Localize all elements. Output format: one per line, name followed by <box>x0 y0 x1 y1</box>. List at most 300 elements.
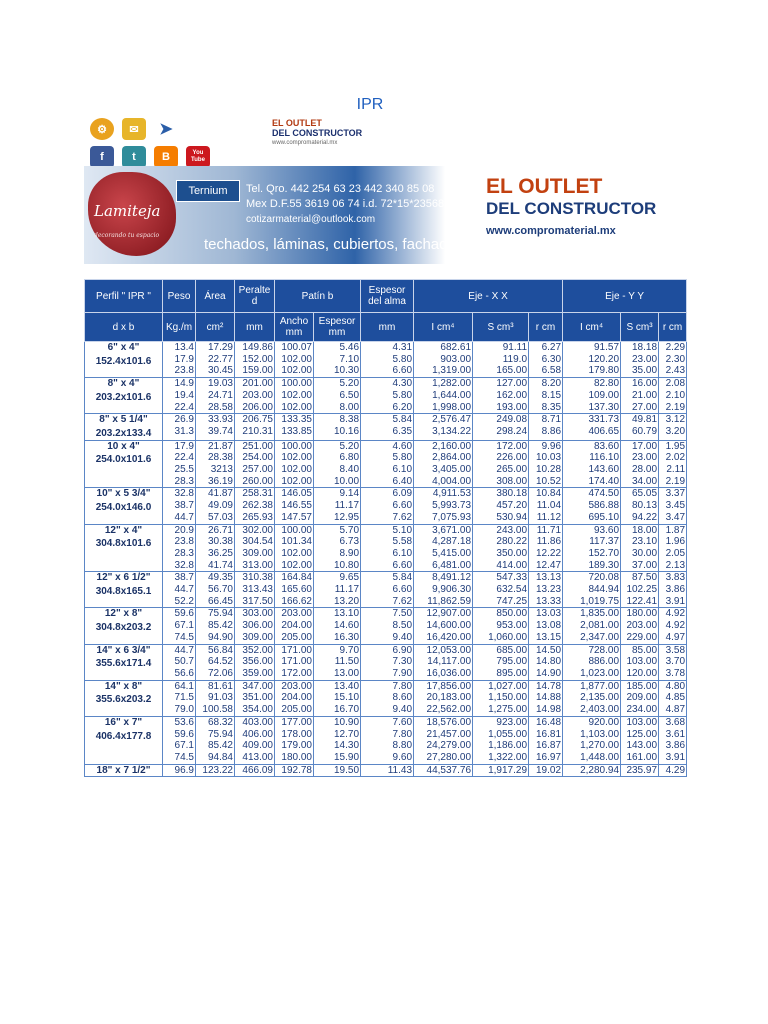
value: 102.00 <box>281 401 312 413</box>
value-cell <box>621 716 659 764</box>
profile-cell <box>85 342 163 378</box>
value-cell <box>414 644 473 680</box>
value-cell <box>563 524 621 572</box>
banner[interactable] <box>84 166 686 264</box>
value: 166.62 <box>281 595 312 607</box>
value-cell <box>414 488 473 524</box>
value: 1,150.00 <box>488 692 528 704</box>
value: 14.30 <box>333 740 360 752</box>
mail-icon[interactable]: ✉ <box>122 118 146 140</box>
value: 1.96 <box>665 536 686 548</box>
value: 15.90 <box>333 751 360 763</box>
value-cell <box>196 488 235 524</box>
value: 3.78 <box>665 667 686 679</box>
value-cell <box>659 414 687 440</box>
value-cell <box>275 644 314 680</box>
profile-cell <box>85 716 163 764</box>
value: 2.13 <box>665 559 686 571</box>
value: 6.40 <box>392 475 413 487</box>
value: 174.40 <box>588 475 620 487</box>
value: 23.00 <box>632 452 658 464</box>
value: 2.43 <box>665 365 686 377</box>
profile-metric: 304.8x165.1 <box>95 586 152 598</box>
header-dxb: d x b <box>85 313 163 342</box>
value: 309.00 <box>242 631 273 643</box>
value: 177.00 <box>281 716 312 728</box>
value-cell <box>563 572 621 608</box>
value: 547.33 <box>496 572 528 584</box>
value: 886.00 <box>588 656 620 668</box>
small-logo-url: www.compromaterial.mx <box>272 140 338 146</box>
value: 6.60 <box>392 500 413 512</box>
value-cell <box>659 342 687 378</box>
value-cell <box>621 488 659 524</box>
value-cell <box>314 764 361 777</box>
value: 161.00 <box>626 751 658 763</box>
value: 21,457.00 <box>426 728 472 740</box>
small-logo-line1: EL OUTLET <box>272 118 322 128</box>
small-logo[interactable] <box>272 118 362 148</box>
value-cell <box>235 680 275 716</box>
value: 146.05 <box>281 488 312 500</box>
value: 189.30 <box>588 559 620 571</box>
value: 14.88 <box>536 692 562 704</box>
value: 234.00 <box>626 704 658 716</box>
value: 13.08 <box>536 620 562 632</box>
value: 192.78 <box>281 764 312 776</box>
value: 356.00 <box>242 656 273 668</box>
value: 260.00 <box>242 475 273 487</box>
value-cell <box>163 524 196 572</box>
value: 6.60 <box>392 584 413 596</box>
value: 14.98 <box>536 704 562 716</box>
profile-nominal: 12" x 4" <box>104 524 143 536</box>
value: 14.60 <box>333 620 360 632</box>
value: 8.40 <box>339 464 360 476</box>
value-cell <box>473 440 529 488</box>
value: 747.25 <box>496 595 528 607</box>
value-cell <box>163 764 196 777</box>
value: 243.00 <box>496 524 528 536</box>
value: 57.03 <box>207 511 233 523</box>
profile-metric: 254.0x146.0 <box>95 502 152 514</box>
value: 1,448.00 <box>580 751 620 763</box>
value: 17,856.00 <box>426 680 472 692</box>
value: 102.25 <box>626 584 658 596</box>
value: 20.9 <box>174 524 194 536</box>
value-cell <box>163 414 196 440</box>
value-cell <box>473 524 529 572</box>
value: 30.45 <box>207 365 233 377</box>
value: 352.00 <box>242 644 273 656</box>
value-cell <box>196 414 235 440</box>
value: 5.80 <box>392 353 413 365</box>
value: 59.6 <box>174 728 194 740</box>
value: 34.00 <box>632 475 658 487</box>
value: 1,270.00 <box>580 740 620 752</box>
value: 17.29 <box>207 342 233 353</box>
value-cell <box>529 440 563 488</box>
value: 474.50 <box>588 488 620 500</box>
value: 2,403.00 <box>580 704 620 716</box>
value: 205.00 <box>281 704 312 716</box>
profile-row <box>85 644 687 680</box>
profile-nominal: 8" x 4" <box>107 378 140 390</box>
value: 10.52 <box>536 475 562 487</box>
value-cell <box>414 716 473 764</box>
value: 19.50 <box>333 764 360 776</box>
value-cell <box>414 608 473 644</box>
value: 5.10 <box>392 524 413 536</box>
value-cell <box>414 342 473 378</box>
value: 728.00 <box>588 644 620 656</box>
value-cell <box>659 608 687 644</box>
value: 632.54 <box>496 584 528 596</box>
value: 6.20 <box>392 401 413 413</box>
value: 251.00 <box>242 440 273 452</box>
value: 93.60 <box>594 524 620 536</box>
value: 4,004.00 <box>432 475 472 487</box>
value: 14.80 <box>536 656 562 668</box>
share-icon[interactable]: ➤ <box>154 118 178 140</box>
value-cell <box>473 488 529 524</box>
value: 8.60 <box>392 692 413 704</box>
value-cell <box>473 378 529 414</box>
value: 3.68 <box>665 716 686 728</box>
value: 12.47 <box>536 559 562 571</box>
value: 2.29 <box>665 342 686 353</box>
value-cell <box>529 572 563 608</box>
value: 13.20 <box>333 595 360 607</box>
value: 1,023.00 <box>580 667 620 679</box>
value: 102.00 <box>281 475 312 487</box>
value: 2.02 <box>665 452 686 464</box>
value: 203.00 <box>281 608 312 620</box>
value-cell <box>361 524 414 572</box>
value: 14.90 <box>536 667 562 679</box>
value-cell <box>563 644 621 680</box>
value-cell <box>163 572 196 608</box>
value: 24.71 <box>207 389 233 401</box>
value: 4.60 <box>392 440 413 452</box>
header-perfil: Perfil " IPR " <box>85 280 163 313</box>
value: 72.06 <box>207 667 233 679</box>
value-cell <box>163 488 196 524</box>
value-cell <box>275 764 314 777</box>
ipr-table <box>84 279 687 777</box>
value-cell <box>563 414 621 440</box>
value: 103.00 <box>626 656 658 668</box>
value: 226.00 <box>496 452 528 464</box>
value: 1,282.00 <box>432 378 472 390</box>
value: 65.05 <box>632 488 658 500</box>
value-cell <box>275 440 314 488</box>
value: 165.60 <box>281 584 312 596</box>
value: 19.02 <box>536 764 562 776</box>
value: 265.93 <box>242 511 273 523</box>
value: 265.00 <box>496 464 528 476</box>
value: 13.33 <box>536 595 562 607</box>
value: 3,134.22 <box>432 425 472 437</box>
value-cell <box>235 764 275 777</box>
value: 13.15 <box>536 631 562 643</box>
value: 2,280.94 <box>580 764 620 776</box>
value: 50.7 <box>174 656 194 668</box>
value: 1,835.00 <box>580 608 620 620</box>
value-cell <box>529 488 563 524</box>
value: 10.00 <box>333 475 360 487</box>
value: 6.10 <box>392 464 413 476</box>
value-cell <box>563 342 621 378</box>
value: 127.00 <box>496 378 528 390</box>
profile-metric: 304.8x203.2 <box>95 622 152 634</box>
value-cell <box>196 680 235 716</box>
ternium-badge: Ternium <box>176 180 240 202</box>
value: 28.3 <box>174 475 194 487</box>
value: 1,877.00 <box>580 680 620 692</box>
value: 4,911.53 <box>432 488 472 500</box>
value-cell <box>621 440 659 488</box>
value: 68.32 <box>207 716 233 728</box>
value: 10.90 <box>333 716 360 728</box>
value: 3.91 <box>665 595 686 607</box>
value: 4.92 <box>665 620 686 632</box>
value-cell <box>196 608 235 644</box>
value: 4.80 <box>665 680 686 692</box>
profile-nominal: 8" x 5 1/4" <box>99 414 148 426</box>
value-cell <box>659 716 687 764</box>
value-cell <box>314 414 361 440</box>
value: 317.50 <box>242 595 273 607</box>
banner-logo-line2: DEL CONSTRUCTOR <box>486 199 657 218</box>
profile-row <box>85 488 687 524</box>
youtube-icon[interactable]: You Tube <box>186 146 210 168</box>
value: 152.70 <box>588 547 620 559</box>
value-cell <box>659 378 687 414</box>
value: 10.84 <box>536 488 562 500</box>
value: 8.20 <box>541 378 562 390</box>
value: 11.17 <box>334 584 360 596</box>
value: 1,322.00 <box>488 751 528 763</box>
value: 9.40 <box>392 704 413 716</box>
value: 8.90 <box>339 547 360 559</box>
value: 2.10 <box>665 389 686 401</box>
value: 5,415.00 <box>432 547 472 559</box>
value: 122.41 <box>626 595 658 607</box>
value: 80.13 <box>632 500 658 512</box>
value: 204.00 <box>281 692 312 704</box>
value-cell <box>235 342 275 378</box>
value: 3213 <box>210 464 233 476</box>
value: 56.6 <box>174 667 194 679</box>
value: 49.09 <box>207 500 233 512</box>
value: 6.27 <box>541 342 562 353</box>
value: 6.58 <box>541 365 562 377</box>
value: 7.80 <box>392 680 413 692</box>
value: 102.00 <box>281 464 312 476</box>
value: 258.31 <box>242 488 273 500</box>
value: 530.94 <box>496 511 528 523</box>
value-cell <box>196 764 235 777</box>
value: 7.30 <box>392 656 413 668</box>
value-cell <box>529 764 563 777</box>
value: 147.57 <box>281 511 312 523</box>
header-r-y: r cm <box>659 313 687 342</box>
value: 9.96 <box>541 440 562 452</box>
value: 12.95 <box>333 511 360 523</box>
value: 11.50 <box>334 656 360 668</box>
header-i-y: I cm⁴ <box>563 313 621 342</box>
value: 2,135.00 <box>580 692 620 704</box>
profile-nominal: 6" x 4" <box>107 342 140 353</box>
value: 13.03 <box>536 608 562 620</box>
value: 9.65 <box>339 572 360 584</box>
value-cell <box>414 414 473 440</box>
value-cell <box>361 608 414 644</box>
value: 210.31 <box>242 425 273 437</box>
value: 10.28 <box>536 464 562 476</box>
value: 3.45 <box>665 500 686 512</box>
value-cell <box>414 378 473 414</box>
value: 351.00 <box>242 692 273 704</box>
value: 19.4 <box>174 389 194 401</box>
value: 903.00 <box>440 353 472 365</box>
value: 920.00 <box>588 716 620 728</box>
value-cell <box>235 524 275 572</box>
header-eje-xx: Eje - X X <box>414 280 563 313</box>
value: 7.80 <box>392 728 413 740</box>
value: 83.60 <box>594 440 620 452</box>
value: 14,600.00 <box>426 620 472 632</box>
value: 11.43 <box>387 764 413 776</box>
value: 79.0 <box>174 704 194 716</box>
value-cell <box>314 680 361 716</box>
value: 16.70 <box>333 704 360 716</box>
value: 100.00 <box>281 524 312 536</box>
value-cell <box>621 342 659 378</box>
profile-nominal: 12" x 8" <box>104 608 143 620</box>
value: 16.30 <box>333 631 360 643</box>
value: 14.78 <box>536 680 562 692</box>
value: 16.87 <box>536 740 562 752</box>
value: 27,280.00 <box>426 751 472 763</box>
value: 172.00 <box>496 440 528 452</box>
lamiteja-brand: Lamiteja <box>94 202 161 220</box>
value-cell <box>473 764 529 777</box>
value-cell <box>659 572 687 608</box>
value-cell <box>314 378 361 414</box>
value: 4.29 <box>665 764 686 776</box>
twitter-icon[interactable]: t <box>122 146 146 168</box>
value: 2.19 <box>665 401 686 413</box>
header-i-x: I cm⁴ <box>414 313 473 342</box>
profile-row <box>85 524 687 572</box>
value: 6.35 <box>392 425 413 437</box>
value: 102.00 <box>281 365 312 377</box>
value-cell <box>361 440 414 488</box>
value: 85.42 <box>207 740 233 752</box>
value: 229.00 <box>626 631 658 643</box>
value: 123.22 <box>202 764 233 776</box>
rss-icon[interactable]: ⚙ <box>90 118 114 140</box>
value: 685.00 <box>496 644 528 656</box>
ipr-table-body <box>85 342 687 777</box>
value-cell <box>275 378 314 414</box>
value: 6.09 <box>392 488 413 500</box>
value: 21.00 <box>632 389 658 401</box>
value: 64.1 <box>174 680 194 692</box>
value: 206.00 <box>242 401 273 413</box>
value-cell <box>563 488 621 524</box>
value: 64.52 <box>207 656 233 668</box>
value: 91.57 <box>594 342 620 353</box>
value: 4.85 <box>665 692 686 704</box>
value: 203.00 <box>626 620 658 632</box>
value: 120.00 <box>626 667 658 679</box>
value: 953.00 <box>496 620 528 632</box>
value: 2.30 <box>665 353 686 365</box>
value: 6.73 <box>339 536 360 548</box>
value: 87.50 <box>632 572 658 584</box>
value: 23.10 <box>632 536 658 548</box>
value: 1.87 <box>665 524 686 536</box>
value-cell <box>235 414 275 440</box>
value: 103.00 <box>626 716 658 728</box>
value: 171.00 <box>281 644 312 656</box>
profile-cell <box>85 414 163 440</box>
value: 18,576.00 <box>426 716 472 728</box>
value: 1,060.00 <box>488 631 528 643</box>
value: 3.12 <box>665 414 686 426</box>
value: 457.20 <box>496 500 528 512</box>
value-cell <box>196 524 235 572</box>
profile-cell <box>85 608 163 644</box>
value: 36.19 <box>207 475 233 487</box>
value: 2,160.00 <box>432 440 472 452</box>
lamiteja-tag: decorando tu espacio <box>94 232 160 239</box>
blogger-icon[interactable]: B <box>154 146 178 168</box>
value: 3.86 <box>665 584 686 596</box>
value: 179.80 <box>588 365 620 377</box>
profile-row <box>85 764 687 777</box>
value: 11.71 <box>536 524 562 536</box>
value: 2.19 <box>665 475 686 487</box>
value: 5.46 <box>339 342 360 353</box>
value: 304.54 <box>242 536 273 548</box>
value: 30.38 <box>207 536 233 548</box>
value-cell <box>275 488 314 524</box>
value: 6.90 <box>392 644 413 656</box>
value: 1,186.00 <box>488 740 528 752</box>
value-cell <box>414 572 473 608</box>
value: 172.00 <box>281 667 312 679</box>
profile-nominal: 12" x 6 1/2" <box>96 572 151 584</box>
value: 6,481.00 <box>432 559 472 571</box>
value: 3,671.00 <box>432 524 472 536</box>
profile-nominal: 10 x 4" <box>107 440 140 452</box>
profile-row <box>85 440 687 488</box>
value: 5.58 <box>392 536 413 548</box>
value: 5.70 <box>339 524 360 536</box>
value: 313.43 <box>242 584 273 596</box>
value-cell <box>563 680 621 716</box>
profile-cell <box>85 488 163 524</box>
value: 16.48 <box>536 716 562 728</box>
facebook-icon[interactable]: f <box>90 146 114 168</box>
value: 12,053.00 <box>426 644 472 656</box>
value: 13.00 <box>333 667 360 679</box>
value: 12.22 <box>536 547 562 559</box>
